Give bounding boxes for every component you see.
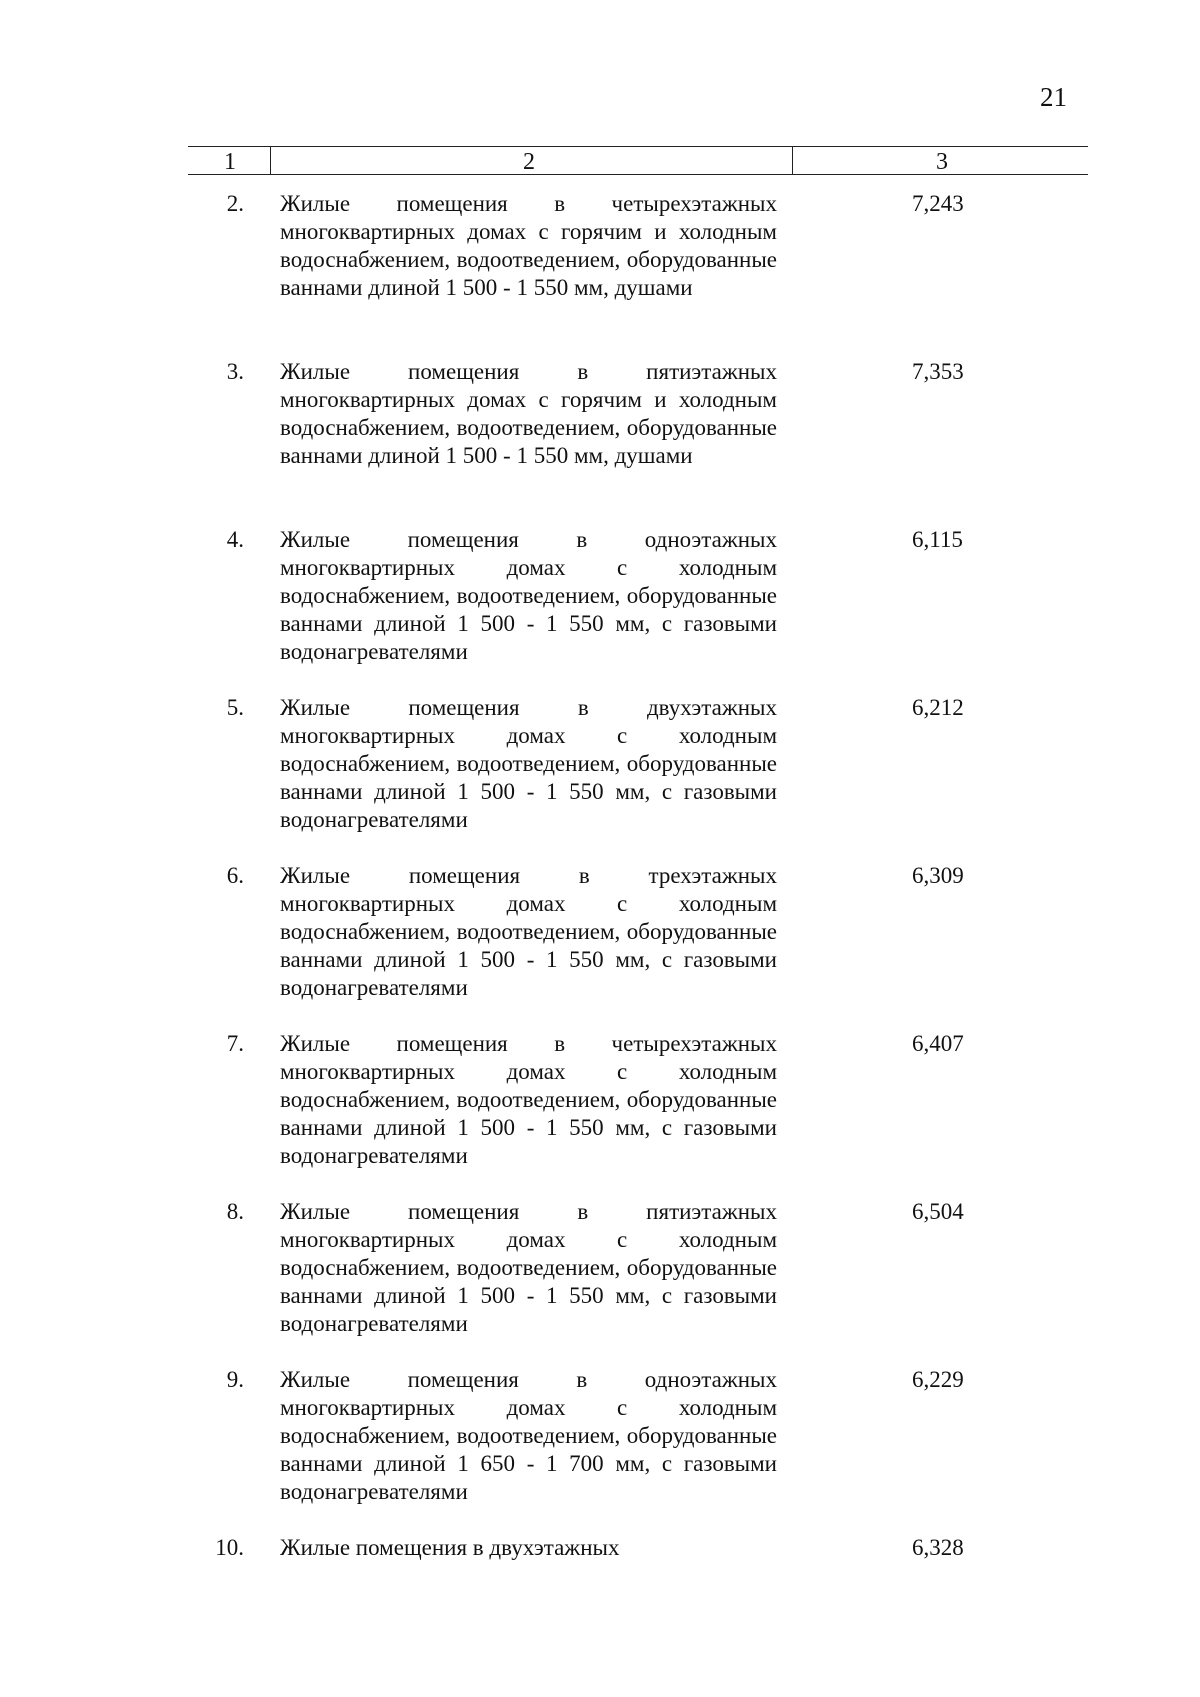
row-number: 3. <box>226 359 244 384</box>
row-description: Жилые помещения в одноэтажных многоквартирных домах с холодным водоснабжением, водоотведением, оборудованные ваннами длиной 1 650 - 1 700 мм, с газовыми водонагревателями <box>280 1367 777 1504</box>
row-number: 7. <box>226 1031 244 1056</box>
row-description: Жилые помещения в четырехэтажных многоквартирных домах с горячим и холодным водоснабжением, водоотведением, оборудованные ваннами длиной 1 500 - 1 550 мм, душами <box>280 191 777 300</box>
row-number: 8. <box>226 1199 244 1224</box>
header-separator <box>270 146 271 175</box>
row-number: 9. <box>226 1367 244 1392</box>
header-top-rule <box>188 146 1088 147</box>
row-description: Жилые помещения в двухэтажных <box>280 1535 620 1560</box>
row-description: Жилые помещения в двухэтажных многоквартирных домах с холодным водоснабжением, водоотведением, оборудованные ваннами длиной 1 500 - 1 550 мм, с газовыми водонагревателями <box>280 695 777 832</box>
header-col-3: 3 <box>936 149 948 175</box>
row-description: Жилые помещения в одноэтажных многоквартирных домах с холодным водоснабжением, водоотведением, оборудованные ваннами длиной 1 500 - 1 550 мм, с газовыми водонагревателями <box>280 527 777 664</box>
row-value: 6,504 <box>912 1199 964 1224</box>
page-number: 21 <box>1040 82 1067 112</box>
row-description: Жилые помещения в четырехэтажных многоквартирных домах с холодным водоснабжением, водоотведением, оборудованные ваннами длиной 1 500 - 1 550 мм, с газовыми водонагревателями <box>280 1031 777 1168</box>
header-bottom-rule <box>188 174 1088 175</box>
row-value: 6,407 <box>912 1031 964 1056</box>
header-col-1: 1 <box>224 149 236 175</box>
table-header <box>188 146 1088 176</box>
row-description: Жилые помещения в пятиэтажных многоквартирных домах с горячим и холодным водоснабжением, водоотведением, оборудованные ваннами длиной 1 500 - 1 550 мм, душами <box>280 359 777 468</box>
row-value: 6,309 <box>912 863 964 888</box>
row-value: 6,328 <box>912 1535 964 1560</box>
row-description: Жилые помещения в трехэтажных многоквартирных домах с холодным водоснабжением, водоотведением, оборудованные ваннами длиной 1 500 - 1 550 мм, с газовыми водонагревателями <box>280 863 777 1000</box>
row-number: 10. <box>215 1535 244 1560</box>
row-value: 6,115 <box>912 527 963 552</box>
row-value: 7,243 <box>912 191 964 216</box>
row-number: 2. <box>226 191 244 216</box>
row-description: Жилые помещения в пятиэтажных многоквартирных домах с холодным водоснабжением, водоотведением, оборудованные ваннами длиной 1 500 - 1 550 мм, с газовыми водонагревателями <box>280 1199 777 1336</box>
row-number: 6. <box>226 863 244 888</box>
row-value: 6,229 <box>912 1367 964 1392</box>
row-number: 5. <box>226 695 244 720</box>
row-number: 4. <box>226 527 244 552</box>
header-col-2: 2 <box>523 149 535 175</box>
header-separator <box>792 146 793 175</box>
row-value: 7,353 <box>912 359 964 384</box>
row-value: 6,212 <box>912 695 964 720</box>
